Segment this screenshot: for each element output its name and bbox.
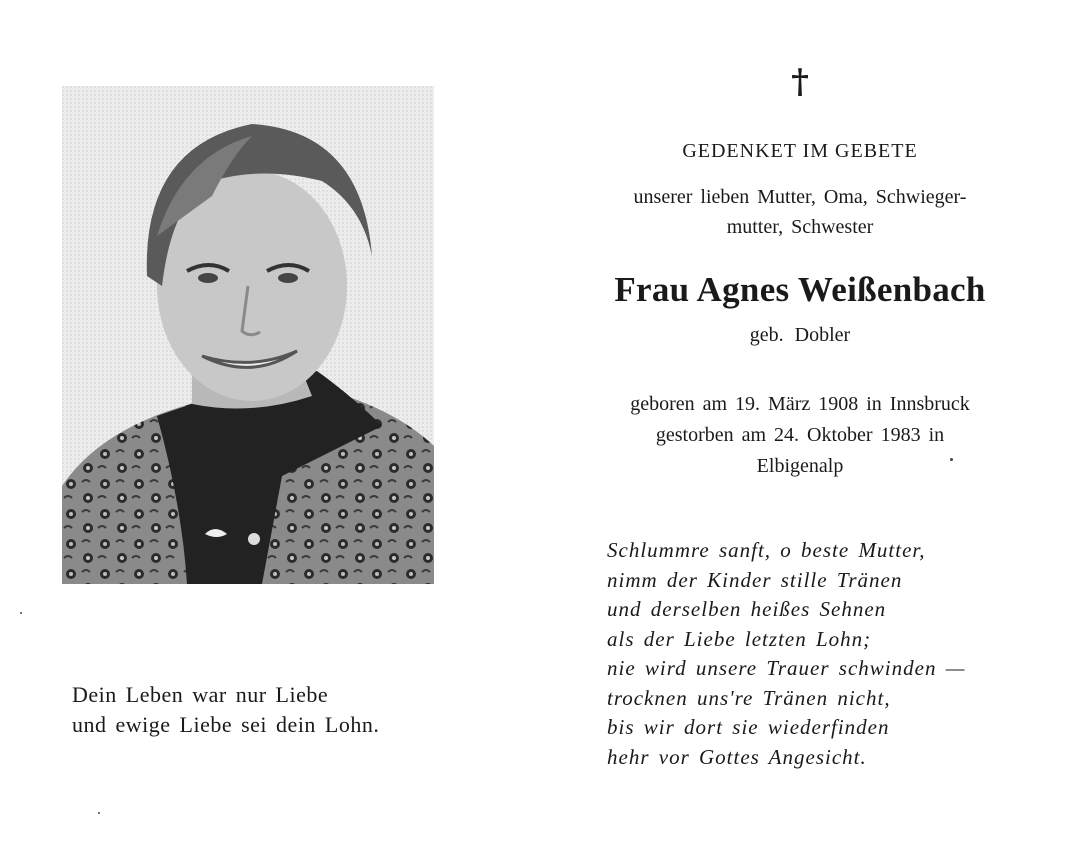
caption-line: und ewige Liebe sei dein Lohn.	[72, 712, 380, 737]
poem	[607, 536, 1027, 772]
poem-line: nie wird unsere Trauer schwinden —	[607, 656, 966, 680]
caption-line: Dein Leben war nur Liebe	[72, 682, 329, 707]
poem-line: bis wir dort sie wiederfinden	[607, 715, 890, 739]
relation-text	[580, 182, 1020, 242]
maiden-name: geb. Dobler	[749, 324, 851, 346]
life-dates	[580, 389, 1020, 482]
cross-icon: †	[791, 62, 809, 102]
poem-line: Schlummre sanft, o beste Mutter,	[607, 538, 926, 562]
print-speck	[98, 812, 100, 814]
heading: GEDENKET IM GEBETE	[682, 140, 918, 162]
death-line: gestorben am 24. Oktober 1983 in	[655, 424, 945, 446]
poem-line: als der Liebe letzten Lohn;	[607, 626, 872, 651]
portrait-icon	[62, 86, 434, 584]
print-speck	[20, 612, 22, 614]
poem-line: und derselben heißes Sehnen	[607, 597, 887, 621]
portrait-photo	[62, 86, 434, 584]
poem-line: nimm der Kinder stille Tränen	[607, 567, 903, 592]
poem-line: hehr vor Gottes Angesicht.	[607, 744, 867, 769]
poem-line: trocknen uns're Tränen nicht,	[607, 685, 891, 710]
relation-line: mutter, Schwester	[726, 216, 874, 238]
print-speck	[950, 458, 953, 461]
deceased-name: Frau Agnes Weißenbach	[614, 270, 986, 309]
death-place: Elbigenalp	[756, 455, 844, 477]
left-caption	[72, 680, 452, 740]
relation-line: unserer lieben Mutter, Oma, Schwieger-	[633, 186, 967, 208]
birth-line: geboren am 19. März 1908 in Innsbruck	[630, 393, 970, 415]
